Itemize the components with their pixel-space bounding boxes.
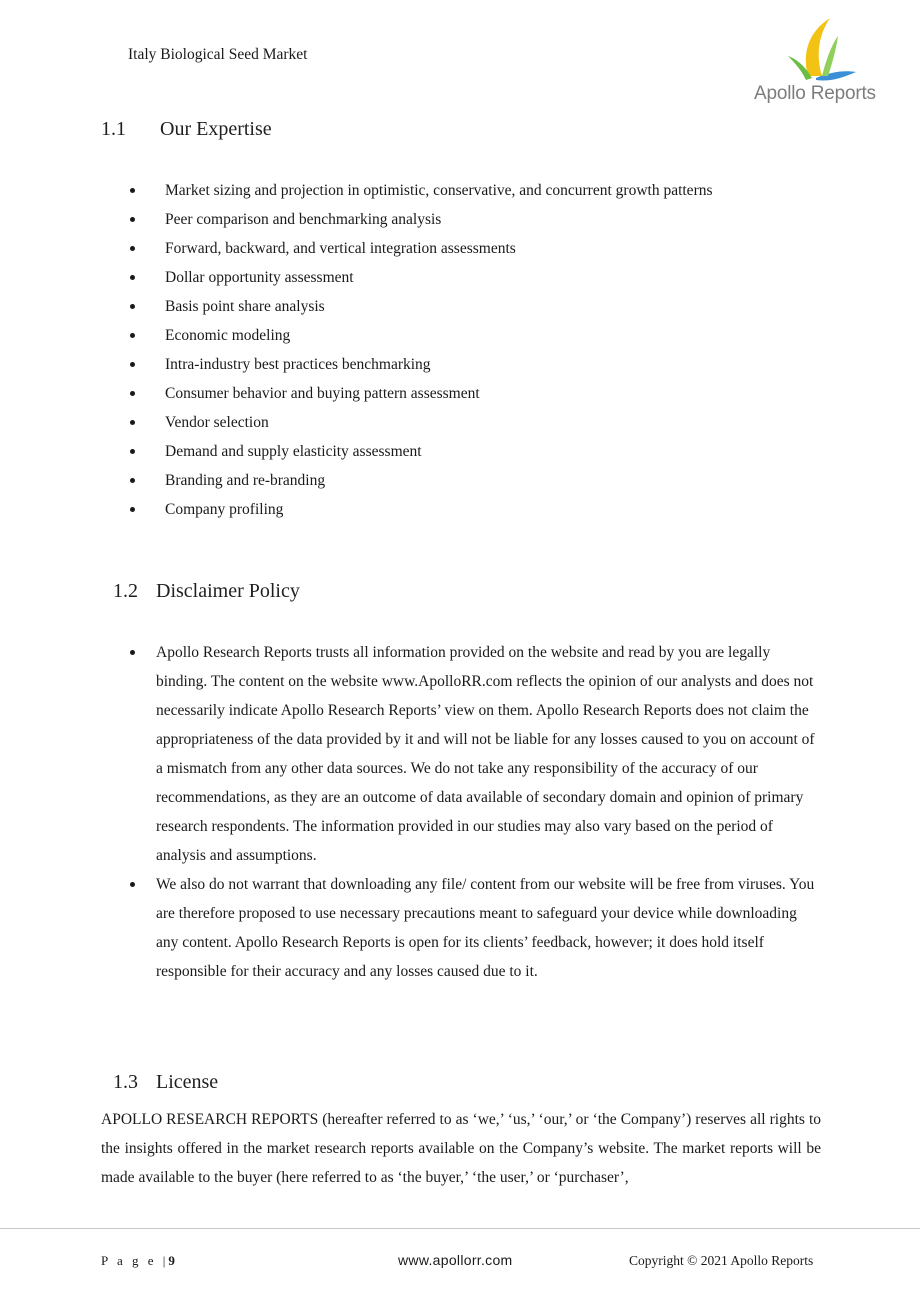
section-title: Our Expertise: [160, 118, 272, 140]
list-item: Forward, backward, and vertical integration assessments: [0, 234, 920, 263]
disclaimer-list: [0, 638, 920, 986]
section-number: 1.1: [101, 118, 126, 140]
list-item: Vendor selection: [0, 408, 920, 437]
list-item: Consumer behavior and buying pattern assessment: [0, 379, 920, 408]
list-item: Basis point share analysis: [0, 292, 920, 321]
section-heading-disclaimer: [113, 580, 300, 603]
footer-page-number: P a g e |9: [101, 1253, 175, 1268]
list-item: Company profiling: [0, 495, 920, 524]
section-title: Disclaimer Policy: [156, 580, 300, 602]
page-number: 9: [168, 1253, 175, 1268]
section-heading-license: [113, 1071, 218, 1094]
footer-url-link[interactable]: www.apollorr.com: [398, 1252, 513, 1268]
apollo-reports-logo: [752, 14, 894, 110]
footer-copyright: Copyright © 2021 Apollo Reports: [629, 1253, 814, 1268]
footer-divider: [0, 1228, 920, 1229]
section-number: 1.2: [113, 580, 138, 602]
list-item: Peer comparison and benchmarking analysis: [0, 205, 920, 234]
logo-wordmark: Apollo Reports: [754, 83, 876, 104]
list-item: Demand and supply elasticity assessment: [0, 437, 920, 466]
expertise-list: [0, 176, 920, 524]
list-item: Economic modeling: [0, 321, 920, 350]
section-number: 1.3: [113, 1071, 138, 1093]
running-header-title: Italy Biological Seed Market: [128, 46, 308, 63]
license-paragraph: APOLLO RESEARCH REPORTS (hereafter referred to as ‘we,’ ‘us,’ ‘our,’ or ‘the Company’) reserves all rights to the insights offered in the market research reports available on the Company’s website. The market reports will be made available to the buyer (here referred to as ‘the buyer,’ ‘the user,’ or ‘purchaser’,: [101, 1111, 821, 1186]
list-item: Intra-industry best practices benchmarking: [0, 350, 920, 379]
section-title: License: [156, 1071, 219, 1093]
page-label: P a g e: [101, 1253, 157, 1268]
section-heading-expertise: [101, 118, 272, 141]
list-item: Branding and re-branding: [0, 466, 920, 495]
list-item: Apollo Research Reports trusts all information provided on the website and read by you are legally binding. The content on the website www.ApolloRR.com reflects the opinion of our analysts and does not necessarily indicate Apollo Research Reports’ view on them. Apollo Research Reports does not claim the appropriateness of the data provided by it and will not be liable for any losses caused to you on account of a mismatch from any other data sources. We do not take any responsibility of the accuracy of our recommendations, as they are an outcome of data available of secondary domain and opinion of primary research respondents. The information provided in our studies may also vary based on the period of analysis and assumptions.: [0, 638, 821, 870]
list-item: Market sizing and projection in optimistic, conservative, and concurrent growth patterns: [0, 176, 920, 205]
logo-mark-icon: [786, 14, 858, 84]
list-item: We also do not warrant that downloading any file/ content from our website will be free from viruses. You are therefore proposed to use necessary precautions meant to safeguard your device while downloading any content. Apollo Research Reports is open for its clients’ feedback, however; it does hold itself responsible for their accuracy and any losses caused due to it.: [0, 870, 821, 986]
list-item: Dollar opportunity assessment: [0, 263, 920, 292]
